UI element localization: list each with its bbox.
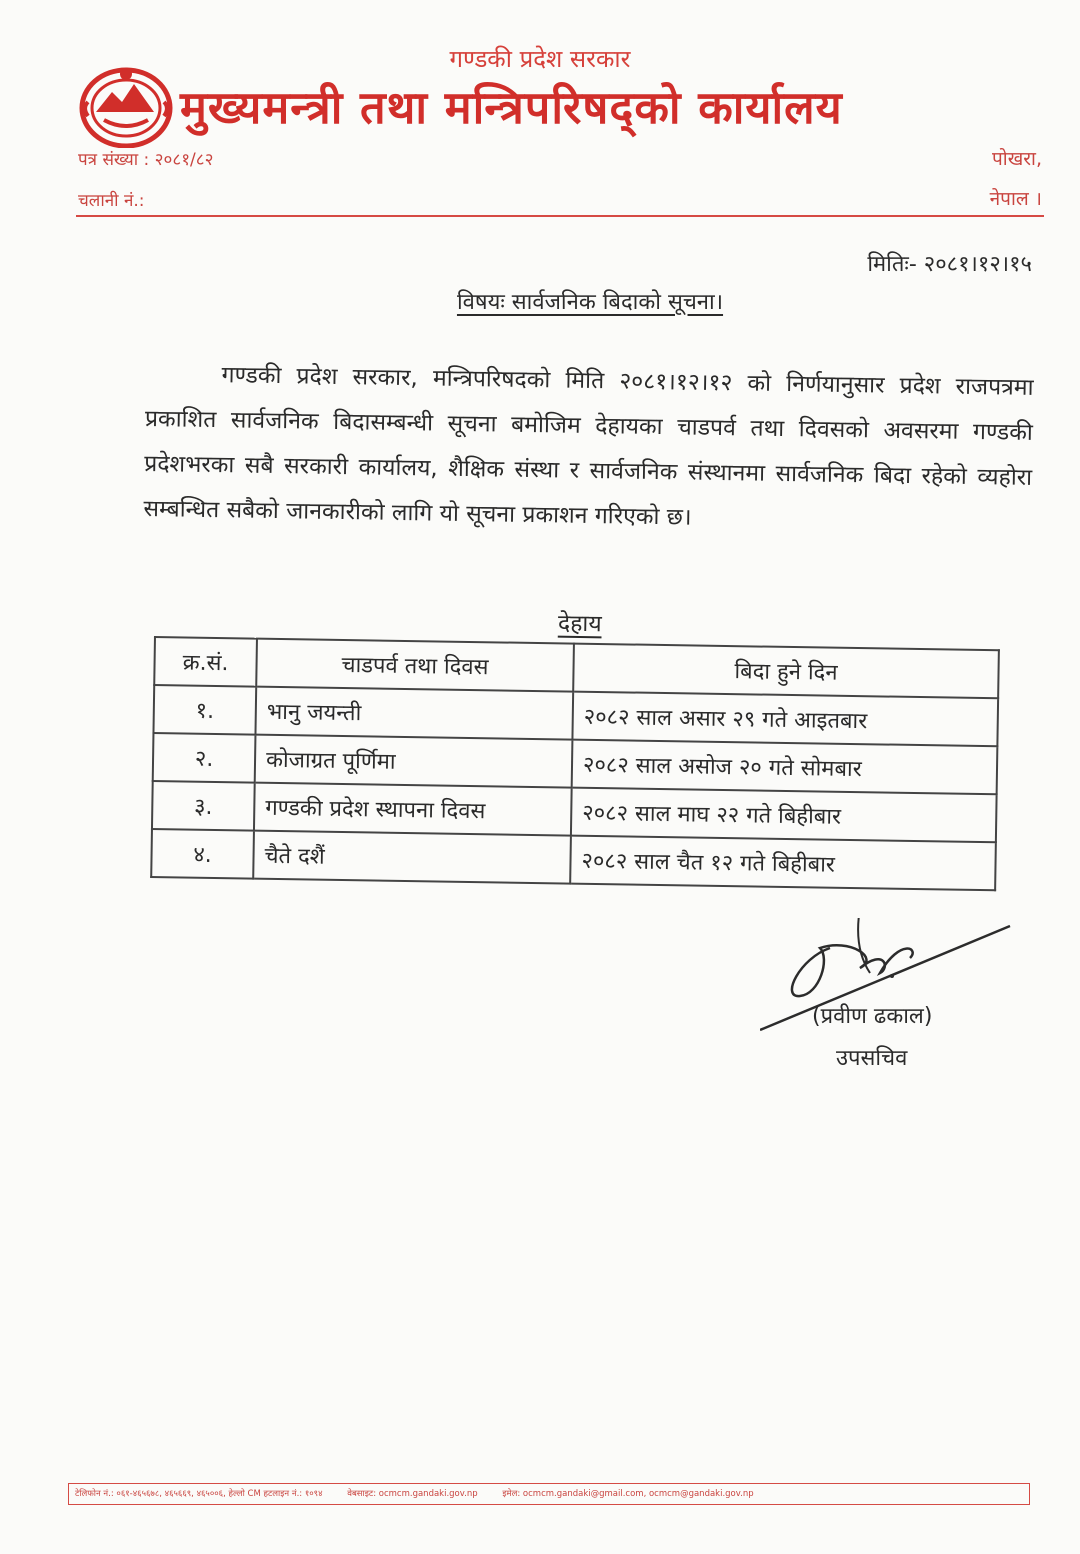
country: नेपाल । bbox=[989, 188, 1042, 210]
row-festival: चैते दशैं bbox=[253, 831, 571, 884]
notice-subject bbox=[0, 286, 1080, 316]
row-date: २०८२ साल चैत १२ गते बिहीबार bbox=[570, 836, 996, 891]
row-festival: भानु जयन्ती bbox=[255, 687, 573, 740]
letterhead-divider bbox=[76, 215, 1044, 217]
subject-text: विषयः सार्वजनिक बिदाको सूचना। bbox=[456, 290, 724, 315]
footer-phone: टेलिफोन नं.: ०६१-४६५६७८, ४६५६६९, ४६५००६, हेल्लो CM हटलाइन नं.: १०९४ bbox=[75, 1489, 323, 1499]
letter-number: पत्र संख्या : २०८१/८२ bbox=[78, 150, 214, 170]
header-serial: क्र.सं. bbox=[154, 637, 257, 687]
body-paragraph: गण्डकी प्रदेश सरकार, मन्त्रिपरिषदको मिति २०८१।१२।१२ को निर्णयानुसार प्रदेश राजपत्रमा प्रकाशित सार्वजनिक बिदासम्बन्धी सूचना बमोजिम देहायका चाडपर्व तथा दिवसको अवसरमा गण्डकी प्रदेशभरका सबै सरकारी कार्यालय, शैक्षिक संस्था र सार्वजनिक संस्थानमा सार्वजनिक बिदा रहेको व्यहोरा सम्बन्धित सबैको जानकारीको लागि यो सूचना प्रकाशन गरिएको छ। bbox=[143, 362, 1034, 531]
signatory-name: (प्रवीण ढकाल) bbox=[812, 1004, 933, 1029]
dispatch-number: चलानी नं.: bbox=[78, 191, 145, 211]
row-festival: कोजाग्रत पूर्णिमा bbox=[255, 735, 573, 788]
row-date: २०८२ साल माघ २२ गते बिहीबार bbox=[571, 788, 997, 843]
footer-website[interactable]: वेबसाइट: ocmcm.gandaki.gov.np bbox=[347, 1489, 478, 1499]
header-festival: चाडपर्व तथा दिवस bbox=[256, 639, 574, 692]
row-festival: गण्डकी प्रदेश स्थापना दिवस bbox=[254, 783, 572, 836]
footer-contact bbox=[68, 1483, 1030, 1505]
notice-date: मितिः- २०८१।१२।१५ bbox=[867, 252, 1032, 277]
signatory-title: उपसचिव bbox=[836, 1046, 908, 1071]
schedule-title: देहाय bbox=[557, 610, 602, 638]
row-serial: १. bbox=[153, 685, 256, 735]
row-serial: ४. bbox=[151, 829, 254, 879]
row-date: २०८२ साल असार २९ गते आइतबार bbox=[572, 692, 998, 747]
holiday-table bbox=[150, 636, 1000, 891]
city: पोखरा, bbox=[992, 148, 1042, 170]
row-serial: २. bbox=[153, 733, 256, 783]
government-name: गण्डकी प्रदेश सरकार bbox=[449, 45, 631, 73]
header-holiday-date: बिदा हुने दिन bbox=[573, 644, 999, 699]
office-name: मुख्यमन्त्री तथा मन्त्रिपरिषद्को कार्यालय bbox=[180, 81, 843, 134]
row-serial: ३. bbox=[152, 781, 255, 831]
footer-email[interactable]: इमेल: ocmcm.gandaki@gmail.com, ocmcm@gandaki.gov.np bbox=[502, 1489, 754, 1499]
holiday-table-wrap bbox=[150, 636, 1000, 891]
row-date: २०८२ साल असोज २० गते सोमबार bbox=[572, 740, 998, 795]
notice-body bbox=[143, 352, 1034, 546]
